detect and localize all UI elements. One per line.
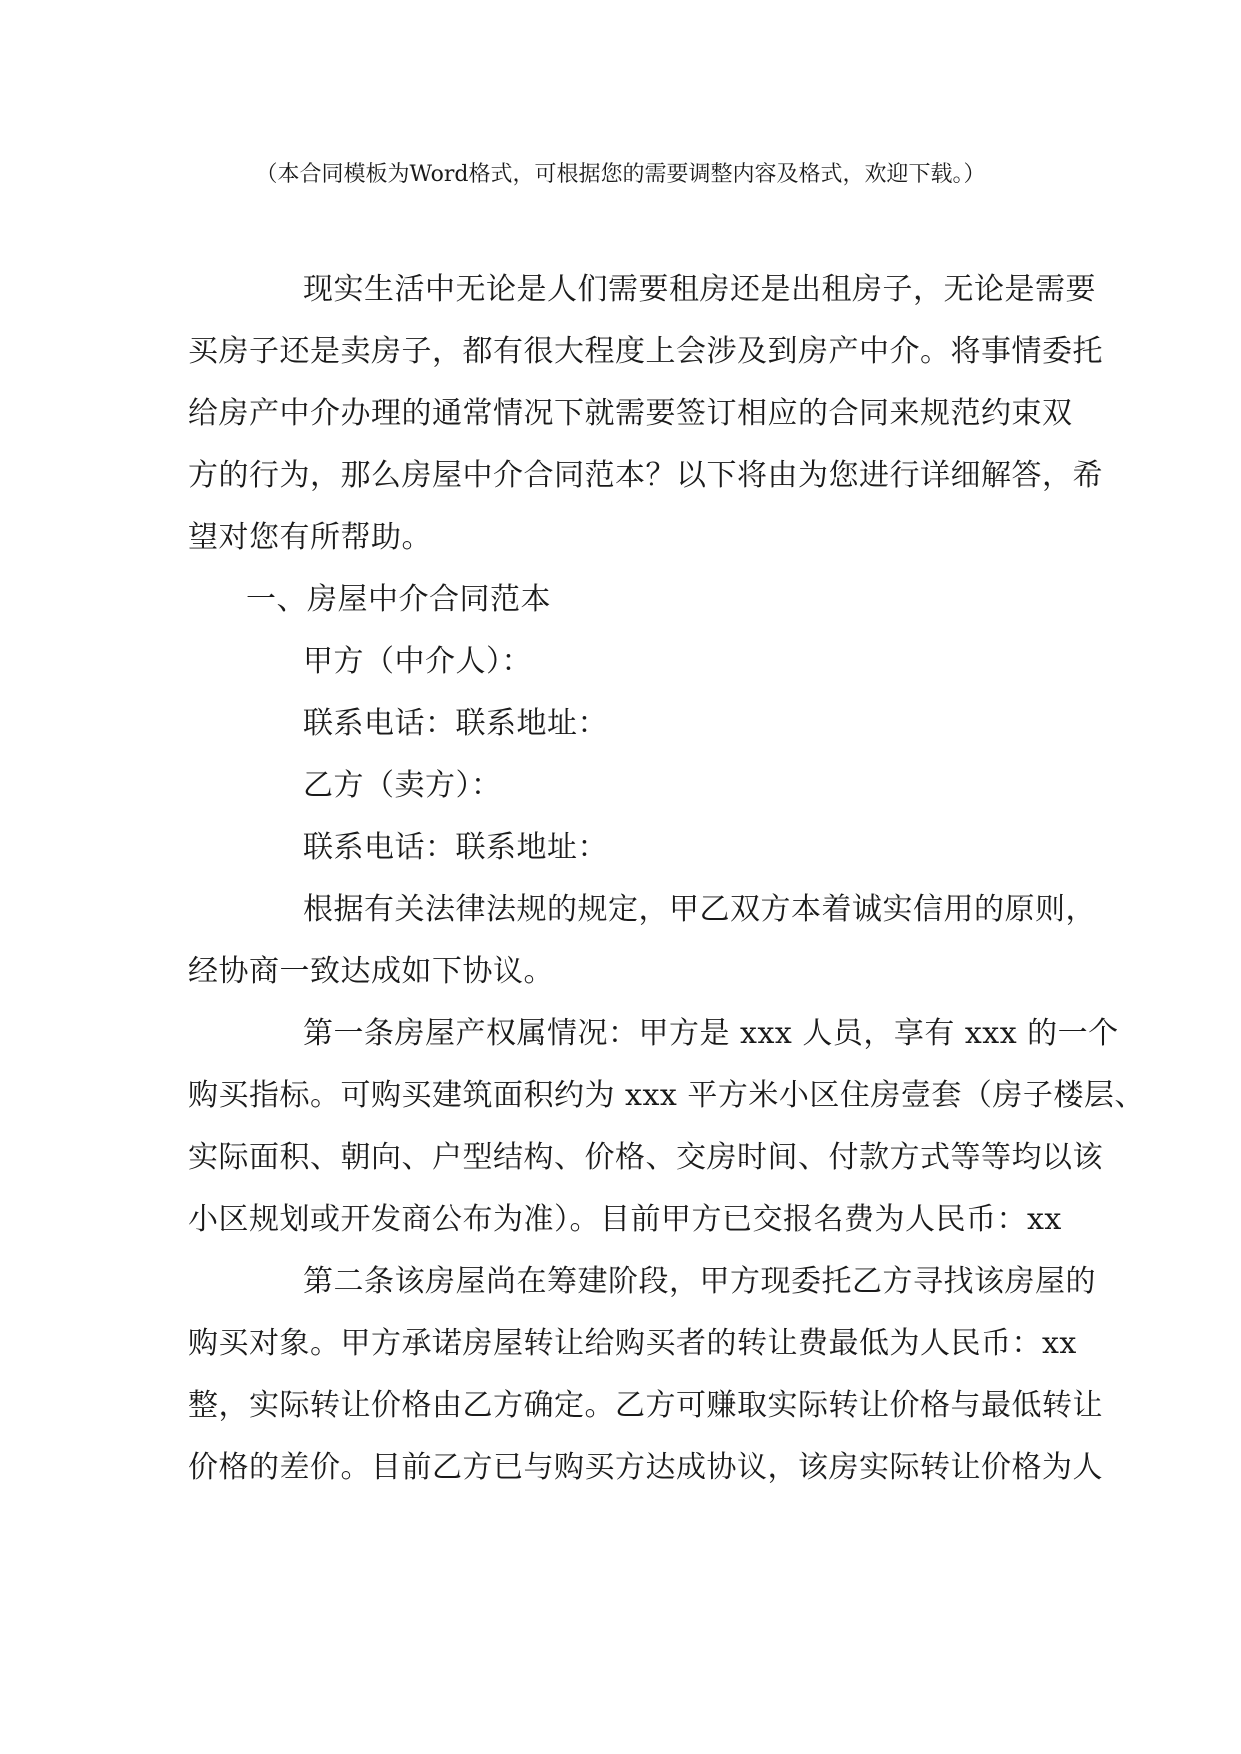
paragraph-line: 根据有关法律法规的规定，甲乙双方本着诚实信用的原则， bbox=[303, 892, 1096, 927]
paragraph-line: 方的行为，那么房屋中介合同范本？以下将由为您进行详细解答，希 bbox=[188, 458, 1103, 493]
template-note: （本合同模板为Word格式，可根据您的需要调整内容及格式，欢迎下载。） bbox=[255, 162, 986, 187]
paragraph-line: 经协商一致达成如下协议。 bbox=[188, 954, 554, 989]
paragraph-line: 现实生活中无论是人们需要租房还是出租房子，无论是需要 bbox=[303, 272, 1096, 307]
party-a-label: 甲方（中介人）： bbox=[303, 644, 532, 679]
article-two-line: 购买对象。甲方承诺房屋转让给购买者的转让费最低为人民币：xx bbox=[188, 1326, 1077, 1361]
paragraph-line: 买房子还是卖房子，都有很大程度上会涉及到房产中介。将事情委托 bbox=[188, 334, 1103, 369]
party-b-contact: 联系电话：联系地址： bbox=[303, 830, 608, 865]
article-two-line: 第二条该房屋尚在筹建阶段，甲方现委托乙方寻找该房屋的 bbox=[303, 1264, 1096, 1299]
paragraph-line: 望对您有所帮助。 bbox=[188, 520, 432, 555]
section-heading: 一、房屋中介合同范本 bbox=[246, 582, 551, 617]
article-one-line: 小区规划或开发商公布为准）。目前甲方已交报名费为人民币：xx bbox=[188, 1202, 1062, 1237]
article-two-line: 整，实际转让价格由乙方确定。乙方可赚取实际转让价格与最低转让 bbox=[188, 1388, 1103, 1423]
party-b-label: 乙方（卖方）： bbox=[303, 768, 502, 803]
article-two-line: 价格的差价。目前乙方已与购买方达成协议，该房实际转让价格为人 bbox=[188, 1450, 1103, 1485]
article-one-line: 购买指标。可购买建筑面积约为 xxx 平方米小区住房壹套（房子楼层、 bbox=[188, 1078, 1145, 1113]
article-one-line: 第一条房屋产权属情况：甲方是 xxx 人员，享有 xxx 的一个 bbox=[303, 1016, 1119, 1051]
paragraph-line: 给房产中介办理的通常情况下就需要签订相应的合同来规范约束双 bbox=[188, 396, 1073, 431]
article-one-line: 实际面积、朝向、户型结构、价格、交房时间、付款方式等等均以该 bbox=[188, 1140, 1103, 1175]
party-a-contact: 联系电话：联系地址： bbox=[303, 706, 608, 741]
